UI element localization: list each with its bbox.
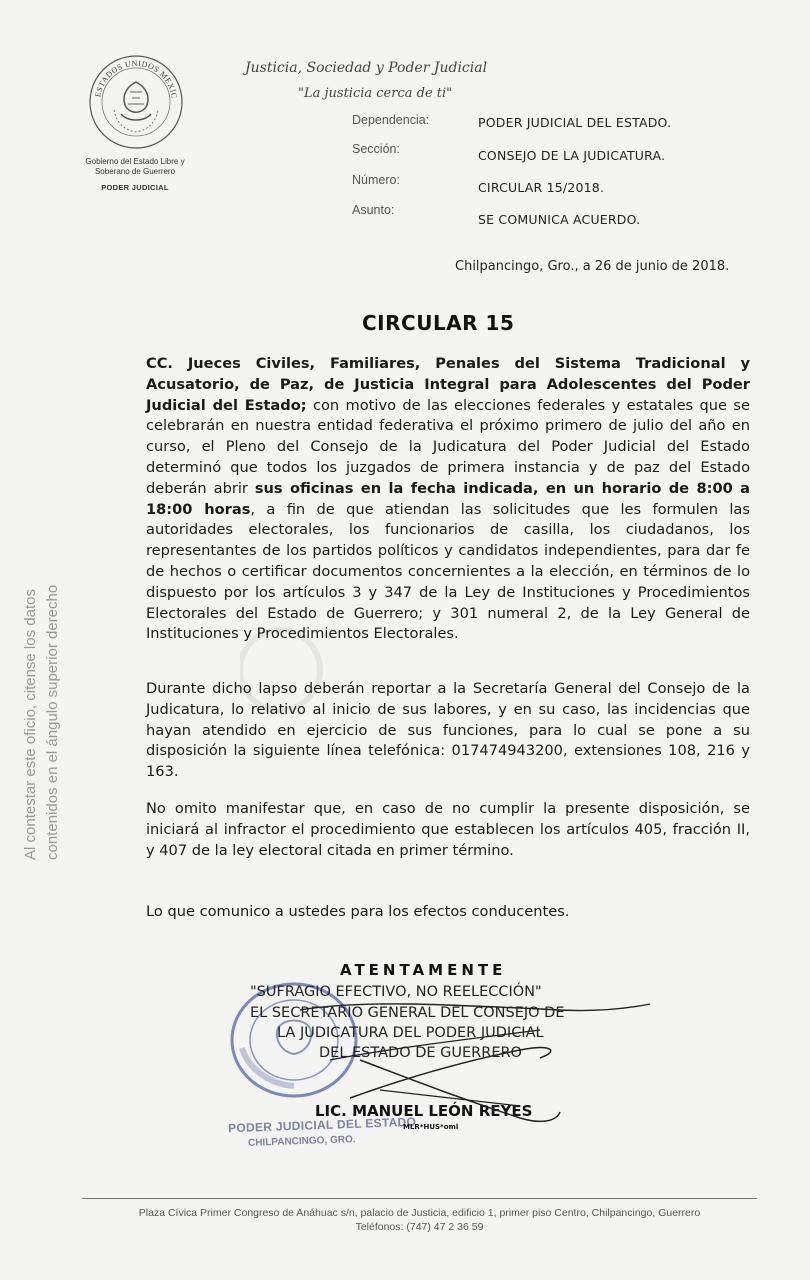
paragraph-3: No omito manifestar que, en caso de no cumplir la presente disposición, se iniciará al infractor el procedimiento que establecen los artículos 405, fracción II, y 407 de la ley electoral citada en primer término. bbox=[146, 800, 750, 859]
side-note-line-2: contenidos en el ángulo superior derecho bbox=[44, 584, 61, 860]
paragraph-4: Lo que comunico a ustedes para los efectos conducentes. bbox=[146, 903, 570, 920]
document-title: CIRCULAR 15 bbox=[362, 311, 515, 335]
side-note-line-1: Al contestar este oficio, citense los datos bbox=[22, 589, 39, 860]
field-value-seccion: CONSEJO DE LA JUDICATURA. bbox=[478, 148, 666, 163]
government-caption bbox=[70, 157, 200, 193]
field-value-dependencia: PODER JUDICIAL DEL ESTADO. bbox=[478, 115, 672, 130]
seal-ring-text: ESTADOS UNIDOS MEXIC bbox=[93, 58, 179, 100]
paragraph-1-text-a: con motivo de las elecciones federales y estatales que se celebrarán en nuestra entidad federativa el próximo primero de julio del año en curso, el Pleno del Consejo de la Judicatura del Poder Judicial del Estado determinó que todos los juzgados de primera instancia y de paz del Estado deberán abrir bbox=[146, 396, 750, 497]
document-date: Chilpancingo, Gro., a 26 de junio de 2018. bbox=[455, 259, 730, 274]
paragraph-1 bbox=[146, 354, 750, 645]
gov-line-3: PODER JUDICIAL bbox=[101, 183, 169, 192]
gov-line-2: Soberano de Guerrero bbox=[94, 167, 176, 176]
signer-name: LIC. MANUEL LEÓN REYES bbox=[315, 1102, 533, 1120]
footer-address: Plaza Cívica Primer Congreso de Anáhuac s/n, palacio de Justicia, edificio 1, primer piso Centro, Chilpancingo, Guerrero bbox=[138, 1207, 701, 1219]
paragraph-2: Durante dicho lapso deberán reportar a la Secretaría General del Consejo de la Judicatura, lo relativo al inicio de sus labores, y en su caso, las incidencias que hayan atendido en ejercicio de sus funciones, para lo cual se pone a su disposición la siguiente línea telefónica: 017474943200, extensiones 108, 216 y 163. bbox=[146, 680, 750, 781]
signer-title-line-1: EL SECRETARIO GENERAL DEL CONSEJO DE bbox=[250, 1005, 565, 1021]
signer-title-line-2: LA JUDICATURA DEL PODER JUDICIAL bbox=[277, 1025, 544, 1041]
field-label-asunto: Asunto: bbox=[352, 203, 395, 217]
slogan: "SUFRAGIO EFECTIVO, NO REELECCIÓN" bbox=[250, 984, 542, 1000]
stamp-line-1: PODER JUDICIAL DEL ESTADO bbox=[227, 1114, 417, 1136]
side-note bbox=[20, 585, 64, 860]
closing-atentamente: ATENTAMENTE bbox=[340, 961, 507, 979]
motto-line-1: Justicia, Sociedad y Poder Judicial bbox=[245, 60, 488, 76]
signer-title-line-3: DEL ESTADO DE GUERRERO bbox=[319, 1045, 522, 1061]
paragraph-1-text-b: , a fin de que atiendan las solicitudes que les formulen las autoridades electorales, los funcionarios de casilla, los ciudadanos, los representantes de los partidos políticos y candidatos independientes, para dar fe de hechos o certificar documentos concernientes a la elección, en términos de lo dispuesto por los artículos 3 y 347 de la Ley de Instituciones y Procedimientos Electorales del Estado de Guerrero; y 301 numeral 2, de la Ley General de Instituciones y Procedimientos Electorales. bbox=[146, 500, 750, 643]
field-value-asunto: SE COMUNICA ACUERDO. bbox=[478, 212, 641, 227]
field-label-seccion: Sección: bbox=[352, 142, 400, 156]
footer bbox=[82, 1206, 757, 1234]
reference-initials: MLR*HUS*oml bbox=[403, 1123, 459, 1131]
paragraph-1-bold-hours: sus oficinas en la fecha indicada, en un horario de 8:00 a 18:00 horas bbox=[146, 479, 751, 518]
footer-phones: Teléfonos: (747) 47 2 36 59 bbox=[355, 1221, 484, 1233]
national-seal-icon bbox=[86, 52, 186, 152]
gov-line-1: Gobierno del Estado Libre y bbox=[85, 157, 185, 166]
field-label-numero: Número: bbox=[352, 173, 400, 187]
motto-line-2: "La justicia cerca de ti" bbox=[298, 86, 453, 101]
field-value-numero: CIRCULAR 15/2018. bbox=[478, 180, 605, 195]
addressees: CC. Jueces Civiles, Familiares, Penales del Sistema Tradicional y Acusatorio, de Paz, de Justicia Integral para Adolescentes del Poder Judicial del Estado; bbox=[146, 355, 750, 414]
footer-divider bbox=[82, 1198, 757, 1199]
field-label-dependencia: Dependencia: bbox=[352, 113, 430, 127]
stamp-line-2: CHILPANCINGO, GRO. bbox=[247, 1134, 356, 1149]
